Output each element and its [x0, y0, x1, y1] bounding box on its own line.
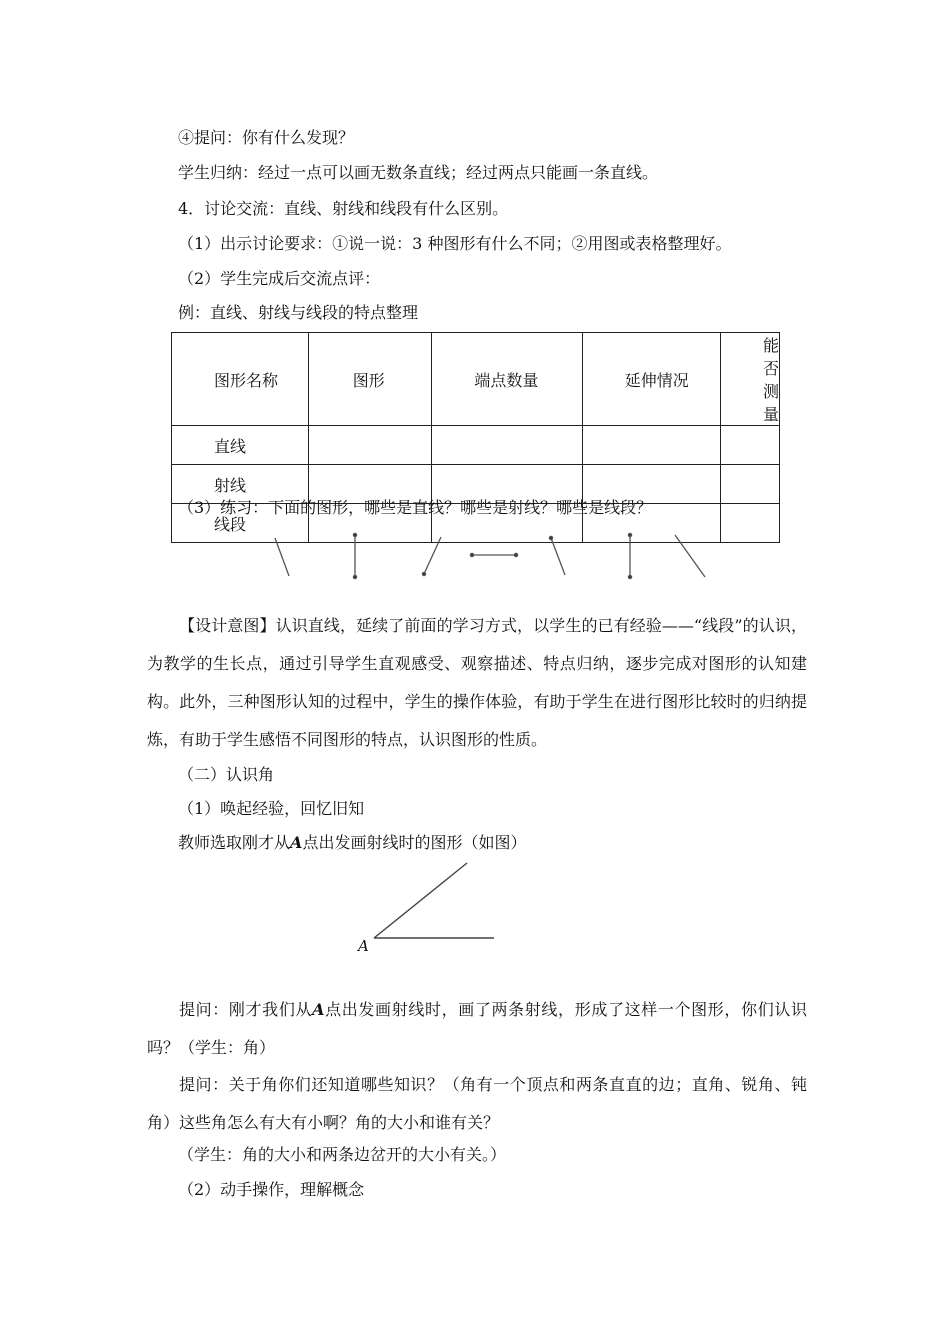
line-example-title: 例：直线、射线与线段的特点整理	[178, 303, 419, 322]
exercise-figure-endpoint	[628, 533, 631, 536]
exercise-figure-endpoint	[549, 536, 552, 539]
angle-ray-inclined	[374, 863, 467, 938]
exercise-figure-ray-1	[424, 537, 441, 574]
line-question-discovery: ④提问：你有什么发现？	[178, 128, 355, 147]
table-row-name: 直线	[172, 426, 309, 465]
exercise-figure-endpoint	[422, 572, 425, 575]
exercise-figure-endpoint	[514, 553, 517, 556]
design-intent-text: 认识直线，延续了前面的学习方式，以学生的已有经验——“线段”的认识，为教学的生长点，通过引导学生直观感受、观察描述、特点归纳，逐步完成对图形的认知建构。此外，三种图形认知的过程中，学生的操作体验，有助于学生在进行图形比较时的归纳提炼，有助于学生感悟不同图形的特点，认识图形的性质。	[147, 616, 807, 749]
line-student-answer: （学生：角的大小和两条边岔开的大小有关。）	[178, 1145, 507, 1164]
section-title-angle: （二）认识角	[178, 765, 275, 784]
exercise-figure-endpoint	[628, 575, 631, 578]
line-exercise: （3）练习：下面的图形，哪些是直线？哪些是射线？哪些是线段？	[178, 498, 653, 517]
exercise-figure-endpoint	[353, 533, 356, 536]
exercise-figure-line-2	[675, 535, 705, 577]
table-header-cell: 延伸情况	[582, 333, 720, 426]
line-student-comment: （2）学生完成后交流点评：	[178, 269, 381, 288]
table-header-cell: 图形	[308, 333, 432, 426]
table-row	[172, 426, 780, 465]
design-intent-label: 【设计意图】	[179, 616, 276, 635]
table-header-row	[172, 333, 780, 426]
q1-text-pre: 提问：刚才我们从	[179, 1000, 313, 1019]
angle-vertex-label: A	[358, 937, 369, 955]
exercise-figure-ray-2	[551, 538, 565, 575]
table-row-name: 线段	[172, 504, 309, 543]
q1-text-post: 点出发画射线时，画了两条射线，形成了这样一个图形，你们认识吗？（学生：角）	[147, 1000, 807, 1057]
table-cell	[720, 426, 779, 465]
line-teacher-selects	[178, 832, 526, 854]
question-paragraph-1	[147, 991, 807, 1067]
line-discussion-requirements: （1）出示讨论要求：①说一说：3 种图形有什么不同；②用图或表格整理好。	[178, 234, 732, 253]
table-cell	[308, 426, 432, 465]
table-cell	[720, 465, 779, 504]
design-intent-paragraph	[147, 607, 807, 759]
table-cell	[582, 426, 720, 465]
point-a-var: A	[312, 1000, 325, 1019]
exercise-figure-line-1	[275, 538, 289, 576]
table-row-name: 射线	[172, 465, 309, 504]
line-discussion: 4．讨论交流：直线、射线和线段有什么区别。	[178, 199, 509, 218]
line-student-summary: 学生归纳：经过一点可以画无数条直线；经过两点只能画一条直线。	[178, 163, 659, 182]
exercise-figures	[0, 525, 950, 615]
question-paragraph-2: 提问：关于角你们还知道哪些知识？（角有一个顶点和两条直直的边；直角、锐角、钝角）这些角怎么有大有小啊？角的大小和谁有关？	[147, 1075, 807, 1132]
table-header-cell: 能否测量	[720, 333, 779, 426]
table-cell	[432, 426, 582, 465]
angle-figure	[0, 860, 950, 960]
step-recall: （1）唤起经验，回忆旧知	[178, 799, 365, 818]
exercise-figure-endpoint	[353, 575, 356, 578]
teacher-text-post: 点出发画射线时的图形（如图）	[302, 833, 527, 852]
exercise-figure-endpoint	[470, 553, 473, 556]
point-a-var: A	[290, 833, 303, 852]
step-hands-on: （2）动手操作，理解概念	[178, 1180, 365, 1199]
table-header-cell: 端点数量	[432, 333, 582, 426]
teacher-text-pre: 教师选取刚才从	[178, 833, 291, 852]
table-header-cell: 图形名称	[172, 333, 309, 426]
